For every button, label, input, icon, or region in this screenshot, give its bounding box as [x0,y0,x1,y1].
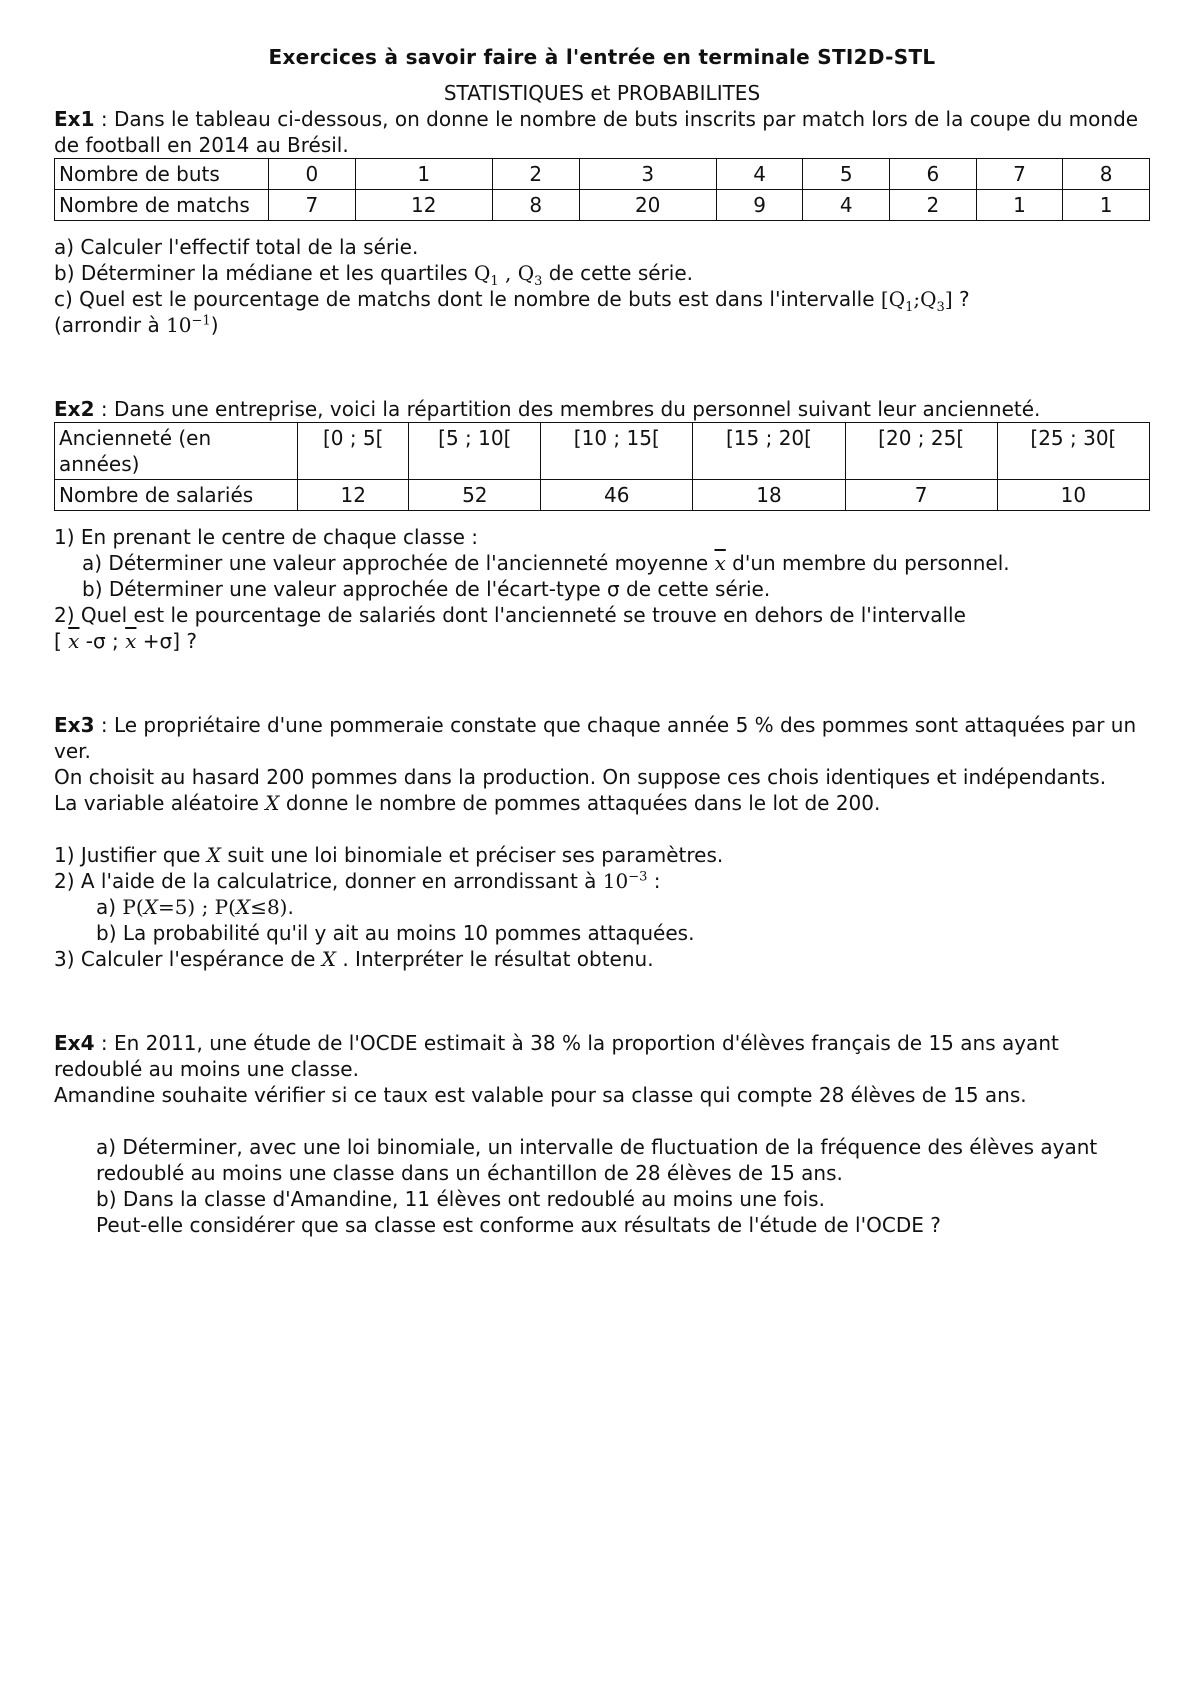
ex4-question-a: a) Déterminer, avec une loi binomiale, un intervalle de fluctuation de la fréquence des élèves ayant redoublé au moins une classe dans un échantillon de 28 élèves de 15 ans. [96,1135,1098,1185]
ex4-label: Ex4 [54,1031,95,1055]
ex3-question-2a: a) P(X=5) ; P(X≤8). [96,895,294,919]
ex1-table-row-matches: Nombre de matchs 7 12 8 20 9 4 2 1 1 [55,190,1150,221]
ex3-line-3: La variable aléatoire X donne le nombre de pommes attaquées dans le lot de 200. [54,791,881,815]
ex3-question-1: 1) Justifier que X suit une loi binomiale et préciser ses paramètres. [54,843,724,867]
exercise-3 [54,712,1150,972]
ex1-question-c-rounding: (arrondir à $10^{-1}$) [54,313,219,337]
exercise-2 [54,396,1150,654]
ex4-question-b-followup: Peut-elle considérer que sa classe est conforme aux résultats de l'étude de l'OCDE ? [96,1213,941,1237]
ex4-line-2: Amandine souhaite vérifier si ce taux est valable pour sa classe qui compte 28 élèves de 15 ans. [54,1083,1027,1107]
document-subtitle: STATISTIQUES et PROBABILITES [443,81,761,105]
ex1-table [54,158,1150,221]
ex1-question-a: a) Calculer l'effectif total de la série. [54,235,419,259]
ex1-intro: Ex1 : Dans le tableau ci-dessous, on donne le nombre de buts inscrits par match lors de la coupe du monde de football en 2014 au Brésil. [54,107,1139,157]
ex4-intro: Ex4 : En 2011, une étude de l'OCDE estimait à 38 % la proportion d'élèves français de 15 ans ayant redoublé au moins une classe. [54,1031,1059,1081]
ex2-label: Ex2 [54,397,95,421]
exercise-1 [54,106,1150,338]
ex2-question-1b: b) Déterminer une valeur approchée de l'écart-type σ de cette série. [82,577,771,601]
ex3-label: Ex3 [54,713,95,737]
ex2-table-row-seniority: Ancienneté (en années) [0 ; 5[ [5 ; 10[ [10 ; 15[ [15 ; 20[ [20 ; 25[ [25 ; 30[ [55,423,1150,480]
ex3-intro: Ex3 : Le propriétaire d'une pommeraie constate que chaque année 5 % des pommes sont attaquées par un ver. [54,713,1137,763]
ex3-question-2b: b) La probabilité qu'il y ait au moins 10 pommes attaquées. [96,921,695,945]
ex2-question-1: 1) En prenant le centre de chaque classe : [54,525,478,549]
ex3-question-2: 2) A l'aide de la calculatrice, donner en arrondissant à $10^{-3}$ : [54,869,661,893]
ex4-question-b: b) Dans la classe d'Amandine, 11 élèves ont redoublé au moins une fois. [96,1187,825,1211]
ex1-question-c: c) Quel est le pourcentage de matchs dont le nombre de buts est dans l'intervalle $[Q_1;Q_3]$ ? [54,287,970,315]
ex2-question-2: 2) Quel est le pourcentage de salariés dont l'ancienneté se trouve en dehors de l'intervalle [54,603,966,627]
exercise-4 [54,1030,1150,1238]
ex2-question-2-interval: [ $\overline{x}$ -σ ; $\overline{x} +\sigma$] ? [54,629,198,653]
document-title: Exercices à savoir faire à l'entrée en terminale STI2D-STL [268,45,936,69]
ex1-label: Ex1 [54,107,95,131]
ex1-table-row-goals: Nombre de buts 0 1 2 3 4 5 6 7 8 [55,159,1150,190]
ex2-table [54,422,1150,511]
ex2-table-row-employees: Nombre de salariés 12 52 46 18 7 10 [55,480,1150,511]
ex3-question-3: 3) Calculer l'espérance de X . Interpréter le résultat obtenu. [54,947,654,971]
ex1-question-b: b) Déterminer la médiane et les quartiles $Q_1$ , $Q_3$ de cette série. [54,261,693,289]
document-page [54,44,1150,1238]
ex3-line-2: On choisit au hasard 200 pommes dans la production. On suppose ces chois identiques et indépendants. [54,765,1107,789]
ex2-question-1a: a) Déterminer une valeur approchée de l'ancienneté moyenne $\overline{x}$ d'un membre du personnel. [82,551,1010,575]
ex2-intro: Ex2 : Dans une entreprise, voici la répartition des membres du personnel suivant leur ancienneté. [54,397,1041,421]
